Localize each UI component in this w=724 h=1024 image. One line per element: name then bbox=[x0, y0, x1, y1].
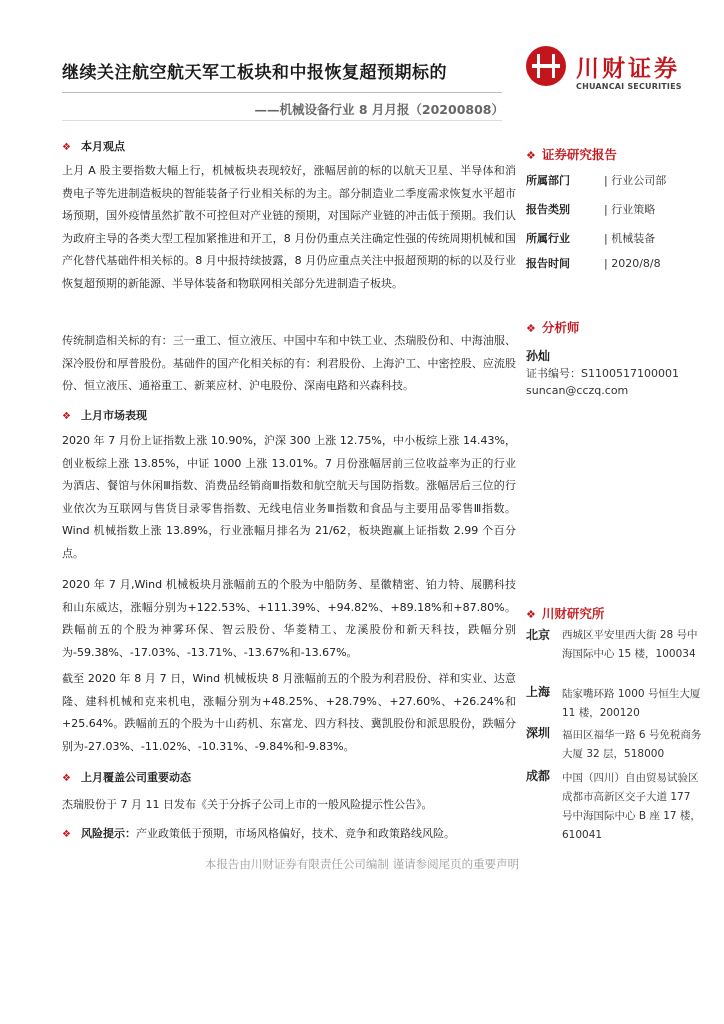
institute-heading bbox=[526, 604, 604, 622]
office-addr-chengdu: 中国（四川）自由贸易试验区成都市高新区交子大道 177 号中海国际中心 B 座 17 楼，610041 bbox=[562, 772, 701, 841]
paragraph-view-2: 传统制造相关标的有：三一重工、恒立液压、中国中车和中铁工业、杰瑞股份和、中海油服、深冷股份和厚普股份。基础件的国产化相关标的有：利君股份、上海沪工、中密控股、应流股份、恒立液压、通裕重工、新莱应材、沪电股份、深南电路和兴森科技。 bbox=[62, 334, 516, 393]
paragraph-market-3: 截至 2020 年 8 月 7 日，Wind 机械板块 8 月涨幅前五的个股为利君股份、祥和实业、达意隆、建科机械和克来机电，涨幅分别为+48.25%、+28.79%、+27.60%、+26.24%和+25.64%。跌幅前五的个股为十山药机、东富龙、四方科技、冀凯股份和派思股份，跌幅分别为-27.03%、-11.02%、-10.31%、-9.84%和-9.83%。 bbox=[62, 672, 516, 753]
title-divider bbox=[62, 92, 502, 93]
subtitle-divider bbox=[62, 120, 502, 121]
info-row-category bbox=[526, 201, 655, 217]
info-value: | 机械装备 bbox=[604, 232, 656, 245]
info-key: 报告类别 bbox=[526, 203, 570, 216]
logo-en-text: CHUANCAI SECURITIES bbox=[576, 82, 682, 91]
risk-text: 产业政策低于预期，市场风格偏好，技术、竞争和政策路线风险。 bbox=[135, 827, 455, 840]
analyst-cert: 证书编号：S1100517100001 bbox=[526, 367, 679, 380]
logo-mark-icon bbox=[526, 46, 566, 86]
info-key: 所属行业 bbox=[526, 232, 570, 245]
info-value: | 行业策略 bbox=[604, 203, 656, 216]
diamond-bullet-icon: ❖ bbox=[526, 149, 536, 162]
analyst-card bbox=[526, 348, 679, 399]
analyst-heading-text: 分析师 bbox=[541, 320, 580, 335]
analyst-heading bbox=[526, 318, 579, 336]
risk-warning bbox=[62, 825, 455, 841]
section-heading-view bbox=[62, 138, 125, 154]
office-addr-shanghai: 陆家嘴环路 1000 号恒生大厦 11 楼，200120 bbox=[562, 688, 701, 719]
paragraph-coverage: 杰瑞股份于 7 月 11 日发布《关于分拆子公司上市的一般风险提示性公告》。 bbox=[62, 798, 433, 811]
page-footer: 本报告由川财证券有限责任公司编制 谨请参阅尾页的重要声明 bbox=[204, 857, 520, 871]
analyst-email[interactable]: suncan@cczq.com bbox=[526, 384, 629, 397]
diamond-bullet-icon: ❖ bbox=[62, 829, 71, 840]
paragraph-market-2: 2020 年 7 月,Wind 机械板块月涨幅前五的个股为中船防务、星徽精密、铂力特、展鹏科技和山东威达，涨幅分别为+122.53%、+111.39%、+94.82%、+89.18%和+87.80%。跌幅前五的个股为神雾环保、智云股份、华菱精工、龙溪股份和新天科技，跌幅分别为-59.38%、-17.03%、-13.71%、-13.67%和-13.67%。 bbox=[62, 578, 516, 659]
risk-heading: 风险提示： bbox=[80, 827, 136, 840]
diamond-bullet-icon: ❖ bbox=[62, 142, 71, 153]
section-heading-text: 本月观点 bbox=[80, 140, 125, 153]
info-value: | 行业公司部 bbox=[604, 174, 667, 187]
diamond-bullet-icon: ❖ bbox=[62, 411, 71, 422]
office-addr-beijing: 西城区平安里西大街 28 号中海国际中心 15 楼，100034 bbox=[562, 629, 698, 660]
info-row-date bbox=[526, 255, 661, 271]
office-city-shenzhen: 深圳 bbox=[526, 726, 551, 740]
info-row-industry bbox=[526, 230, 655, 246]
info-row-department bbox=[526, 172, 666, 188]
office-city-shanghai: 上海 bbox=[526, 685, 551, 699]
office-city-chengdu: 成都 bbox=[526, 769, 551, 783]
company-logo bbox=[526, 46, 696, 96]
research-report-heading-text: 证券研究报告 bbox=[541, 147, 617, 162]
section-heading-market bbox=[62, 407, 147, 423]
paragraph-view-1: 上月 A 股主要指数大幅上行，机械板块表现较好，涨幅居前的标的以航天卫星、半导体和消费电子等先进制造板块的智能装备子行业相关标的为主。部分制造业二季度需求恢复水平超市场预期，国外疫情虽然扩散不可控但对产业链的预期，对国际产业链的冲击低于预期。我们认为政府主导的各类大型工程加紧推进和开工，8 月份仍重点关注确定性强的传统周期机械和国产化替代基础件相关标的。8 月中报持续披露，8 月仍应重点关注中报超预期的标的以及行业恢复超预期的新能源、半导体装备和物联网相关部分先进制造子板块。 bbox=[62, 164, 516, 290]
office-addr-shenzhen: 福田区福华一路 6 号免税商务大厦 32 层，518000 bbox=[562, 729, 702, 760]
info-value: | 2020/8/8 bbox=[604, 257, 661, 270]
diamond-bullet-icon: ❖ bbox=[526, 322, 536, 335]
info-key: 报告时间 bbox=[526, 257, 570, 270]
section-heading-text: 上月覆盖公司重要动态 bbox=[80, 771, 191, 784]
research-report-heading bbox=[526, 145, 617, 163]
diamond-bullet-icon: ❖ bbox=[62, 773, 71, 784]
institute-heading-text: 川财研究所 bbox=[541, 606, 605, 621]
section-heading-coverage bbox=[62, 769, 191, 785]
report-title: 继续关注航空航天军工板块和中报恢复超预期标的 bbox=[62, 63, 447, 83]
analyst-name: 孙灿 bbox=[526, 349, 551, 363]
office-city-beijing: 北京 bbox=[526, 628, 551, 642]
logo-cn-text: 川财证券 bbox=[576, 56, 680, 82]
report-subtitle: ——机械设备行业 8 月月报（20200808） bbox=[254, 102, 504, 117]
paragraph-market-1: 2020 年 7 月份上证指数上涨 10.90%，沪深 300 上涨 12.75%，中小板综上涨 14.43%，创业板综上涨 13.85%，中证 1000 上涨 13.01%。7 月份涨幅居前三位收益率为正的行业为酒店、餐馆与休闲Ⅲ指数、消费品经销商Ⅲ指数和航空航天与国防指数。涨幅居后三位的行业依次为互联网与售货目录零售指数、无线电信业务Ⅲ指数和食品与主要用品零售Ⅲ指数。Wind 机械指数上涨 13.89%，行业涨幅月排名为 21/62，板块跑赢上证指数 2.99 个百分点。 bbox=[62, 434, 516, 560]
diamond-bullet-icon: ❖ bbox=[526, 608, 536, 621]
section-heading-text: 上月市场表现 bbox=[80, 409, 147, 422]
info-key: 所属部门 bbox=[526, 174, 570, 187]
